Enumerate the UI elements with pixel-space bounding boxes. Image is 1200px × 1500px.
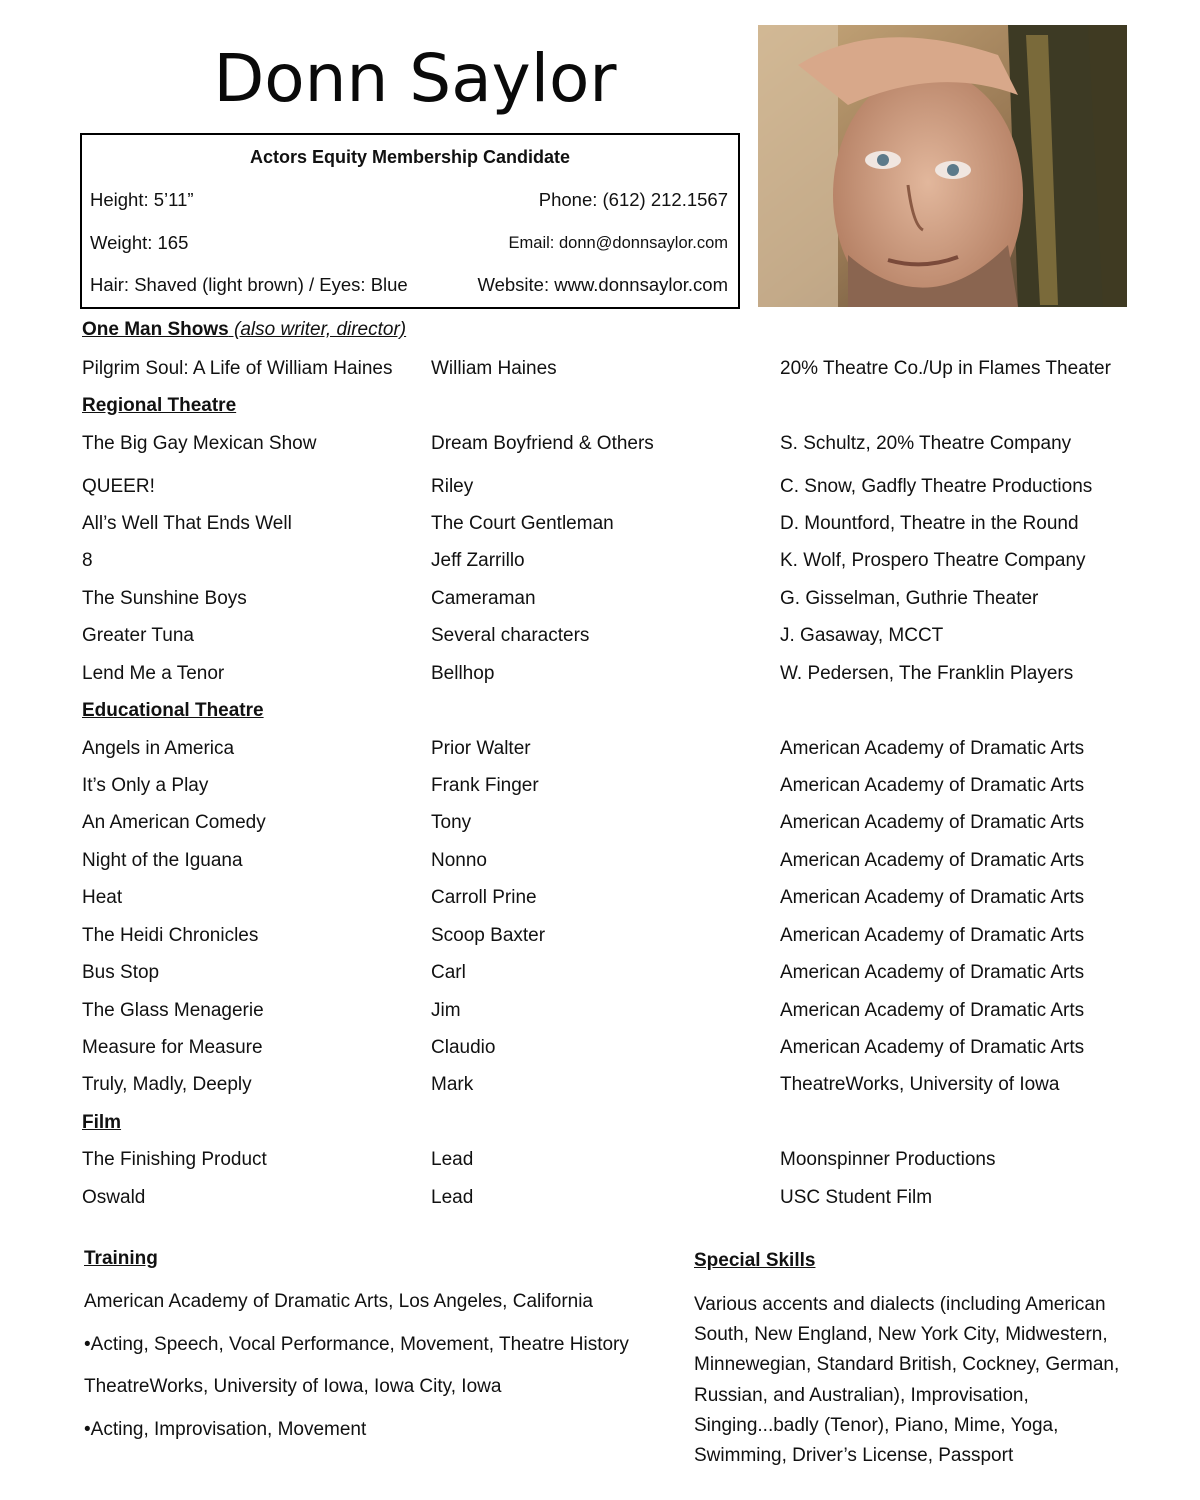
credit-role: Mark (431, 1074, 474, 1095)
credit-company: S. Schultz, 20% Theatre Company (780, 433, 1072, 454)
training-line: •Acting, Speech, Vocal Performance, Movement, Theatre History (84, 1334, 629, 1355)
credit-company: American Academy of Dramatic Arts (780, 925, 1085, 946)
credit-company: American Academy of Dramatic Arts (780, 738, 1085, 759)
credit-company: D. Mountford, Theatre in the Round (780, 513, 1079, 534)
credit-title: Night of the Iguana (82, 850, 243, 871)
section-one-man-shows (82, 319, 406, 341)
section-training: Training (84, 1248, 158, 1269)
credit-title: Angels in America (82, 738, 235, 759)
credit-row (82, 812, 1142, 838)
training-line: •Acting, Improvisation, Movement (84, 1419, 367, 1440)
credit-role: Several characters (431, 625, 590, 646)
credit-title: The Glass Menagerie (82, 1000, 264, 1021)
credit-role: Nonno (431, 850, 487, 871)
credit-row (82, 850, 1142, 876)
phone: Phone: (612) 212.1567 (538, 189, 728, 210)
credit-title: Oswald (82, 1187, 146, 1208)
credit-title: It’s Only a Play (82, 775, 209, 796)
credit-company: C. Snow, Gadfly Theatre Productions (780, 476, 1093, 497)
credit-role: William Haines (431, 358, 557, 379)
credit-row (82, 625, 1142, 651)
credit-company: American Academy of Dramatic Arts (780, 775, 1085, 796)
credit-company: American Academy of Dramatic Arts (780, 1000, 1085, 1021)
actor-name: Donn Saylor (213, 40, 617, 117)
credit-row (82, 1074, 1142, 1100)
credit-company: Moonspinner Productions (780, 1149, 996, 1170)
credit-title: The Sunshine Boys (82, 588, 247, 609)
credit-role: Claudio (431, 1037, 496, 1058)
credit-title: Heat (82, 887, 123, 908)
credit-title: All’s Well That Ends Well (82, 513, 292, 534)
credit-role: Riley (431, 476, 474, 497)
section-film: Film (82, 1112, 122, 1133)
credit-role: Scoop Baxter (431, 925, 546, 946)
credit-company: American Academy of Dramatic Arts (780, 812, 1085, 833)
credit-role: Carl (431, 962, 466, 983)
training-line: TheatreWorks, University of Iowa, Iowa City, Iowa (84, 1376, 502, 1397)
credit-company: USC Student Film (780, 1187, 933, 1208)
credit-company: K. Wolf, Prospero Theatre Company (780, 550, 1086, 571)
credit-title: Measure for Measure (82, 1037, 263, 1058)
credit-role: Cameraman (431, 588, 536, 609)
credit-row (82, 513, 1142, 539)
credit-title: The Big Gay Mexican Show (82, 433, 317, 454)
credit-title: The Finishing Product (82, 1149, 267, 1170)
section-special-skills: Special Skills (694, 1250, 816, 1271)
membership-status: Actors Equity Membership Candidate (249, 147, 571, 167)
credit-role: Bellhop (431, 663, 495, 684)
credit-company: G. Gisselman, Guthrie Theater (780, 588, 1039, 609)
credit-title: Greater Tuna (82, 625, 194, 646)
credit-row (82, 1037, 1142, 1063)
credit-title: 8 (82, 550, 93, 571)
credit-company: TheatreWorks, University of Iowa (780, 1074, 1060, 1095)
credit-row (82, 588, 1142, 614)
credit-row (82, 1149, 1142, 1175)
credit-title: An American Comedy (82, 812, 266, 833)
website: Website: www.donnsaylor.com (477, 274, 728, 295)
credit-title: Bus Stop (82, 962, 160, 983)
credit-role: Lead (431, 1187, 474, 1208)
credit-title: Pilgrim Soul: A Life of William Haines (82, 358, 393, 379)
credit-role: Carroll Prine (431, 887, 537, 908)
credit-row (82, 887, 1142, 913)
training-line: American Academy of Dramatic Arts, Los Angeles, California (84, 1291, 594, 1312)
credit-row (82, 925, 1142, 951)
section-title: One Man Shows (82, 319, 229, 340)
credit-row (82, 663, 1142, 689)
credit-role: Frank Finger (431, 775, 539, 796)
credit-row (82, 738, 1142, 764)
section-regional-theatre: Regional Theatre (82, 395, 237, 416)
credit-title: The Heidi Chronicles (82, 925, 259, 946)
credit-role: Tony (431, 812, 472, 833)
credit-company: American Academy of Dramatic Arts (780, 962, 1085, 983)
credit-role: Prior Walter (431, 738, 531, 759)
credit-row (82, 550, 1142, 576)
hair-eyes: Hair: Shaved (light brown) / Eyes: Blue (90, 274, 408, 295)
section-educational-theatre: Educational Theatre (82, 700, 264, 721)
credit-title: Lend Me a Tenor (82, 663, 225, 684)
credit-role: Jeff Zarrillo (431, 550, 525, 571)
credit-company: American Academy of Dramatic Arts (780, 887, 1085, 908)
special-skills-text: Various accents and dialects (including American South, New England, New York City, Midwestern, Minnewegian, Standard British, Cockney, German, Russian, and Australian), Improvisation, Singing...badly (Tenor), Piano, Mime, Yoga, Swimming, Driver’s License, Passport (694, 1294, 1120, 1467)
credit-company: 20% Theatre Co./Up in Flames Theater (780, 358, 1111, 379)
credit-role: Jim (431, 1000, 461, 1021)
headshot-photo (758, 25, 1127, 307)
credit-company: W. Pedersen, The Franklin Players (780, 663, 1074, 684)
weight: Weight: 165 (90, 232, 189, 253)
credit-row (82, 1187, 1142, 1213)
email: Email: donn@donnsaylor.com (508, 234, 728, 252)
credit-title: Truly, Madly, Deeply (82, 1074, 252, 1095)
credit-row (82, 962, 1142, 988)
contact-info-box (80, 133, 740, 309)
credit-company: American Academy of Dramatic Arts (780, 1037, 1085, 1058)
credit-row (82, 1000, 1142, 1026)
credit-row (82, 775, 1142, 801)
credit-row (82, 433, 1142, 459)
credit-company: American Academy of Dramatic Arts (780, 850, 1085, 871)
section-note: (also writer, director) (228, 319, 407, 340)
credit-role: Lead (431, 1149, 474, 1170)
credit-row (82, 476, 1142, 502)
credit-title: QUEER! (82, 476, 155, 497)
credit-role: The Court Gentleman (431, 513, 614, 534)
credit-role: Dream Boyfriend & Others (431, 433, 654, 454)
height: Height: 5’11” (90, 189, 194, 210)
credit-row (82, 358, 1142, 384)
credit-company: J. Gasaway, MCCT (780, 625, 944, 646)
